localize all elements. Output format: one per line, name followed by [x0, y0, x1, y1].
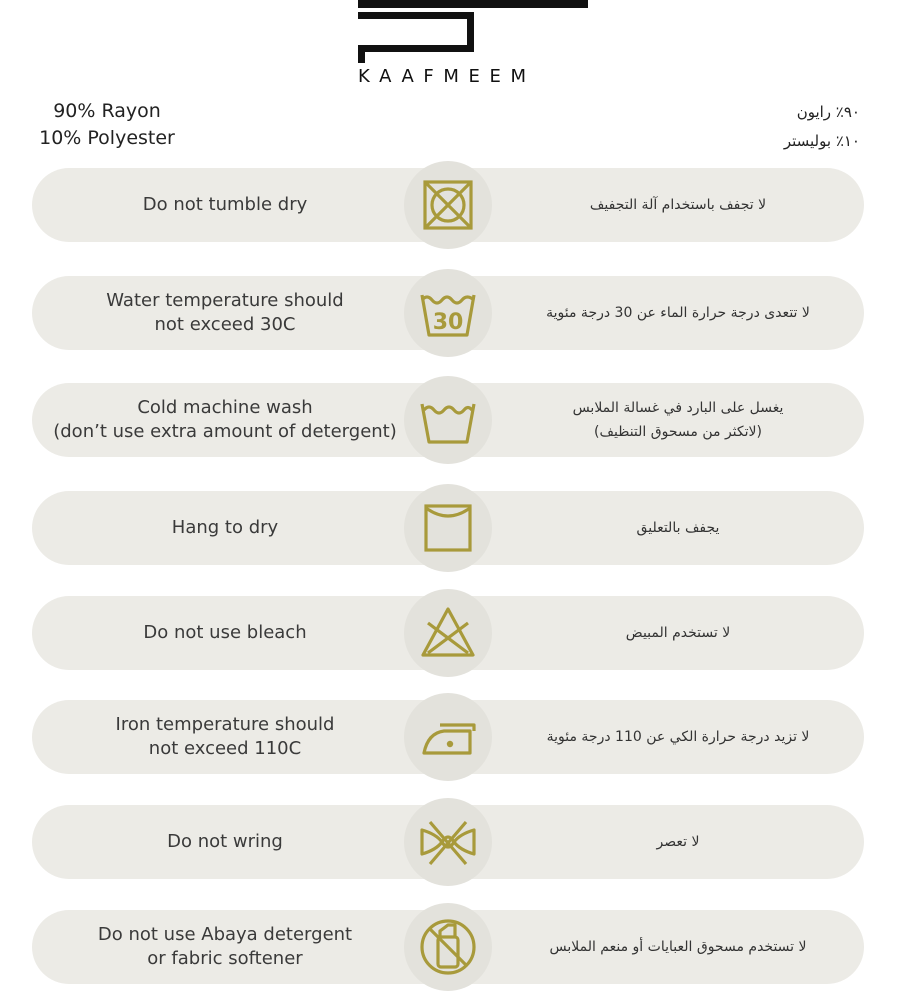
- care-english-line: Do not wring: [167, 831, 283, 852]
- care-symbol-circle: [404, 376, 492, 464]
- composition-line: ١٠٪ بوليستر: [783, 132, 860, 150]
- brand-mark-icon: [358, 0, 590, 64]
- care-row-no-bleach: [32, 596, 864, 670]
- care-symbol-circle: [404, 903, 492, 991]
- no-tumble-dry-icon: [418, 175, 478, 235]
- care-arabic-line: يغسل على البارد في غسالة الملابس: [572, 400, 784, 416]
- care-row-tumble-dry: [32, 168, 864, 242]
- care-english: [32, 168, 418, 242]
- care-arabic-line: يجفف بالتعليق: [636, 520, 720, 536]
- no-softener-icon: [418, 917, 478, 977]
- care-symbol-circle: [404, 269, 492, 357]
- care-english-line: (don’t use extra amount of detergent): [53, 421, 397, 442]
- care-english-line: Hang to dry: [171, 517, 279, 538]
- care-arabic-line: لا تعصر: [656, 834, 700, 850]
- composition-line: 90% Rayon: [53, 100, 161, 122]
- care-english-line: Iron temperature should: [115, 714, 335, 735]
- care-arabic: [492, 491, 864, 565]
- wash-temperature-label: 30: [432, 310, 464, 335]
- care-english-line: Water temperature should: [106, 290, 344, 311]
- care-arabic: [492, 168, 864, 242]
- care-english: [32, 276, 418, 350]
- care-english-line: Do not use bleach: [143, 622, 307, 643]
- cold-machine-wash-icon: [418, 390, 478, 450]
- no-wring-icon: [418, 812, 478, 872]
- care-arabic-line: لا تستخدم المبيض: [625, 625, 731, 641]
- care-english: [32, 491, 418, 565]
- care-english-line: Do not tumble dry: [142, 194, 308, 215]
- care-english: [32, 596, 418, 670]
- care-symbol-circle: [404, 589, 492, 677]
- care-arabic-line: لا تجفف باستخدام آلة التجفيف: [589, 197, 767, 213]
- care-arabic-line: لا تزيد درجة حرارة الكي عن 110 درجة مئوية: [546, 729, 810, 745]
- care-row-no-softener: [32, 910, 864, 984]
- care-arabic: [492, 700, 864, 774]
- care-row-iron: [32, 700, 864, 774]
- care-english: [32, 383, 418, 457]
- care-row-wash-30: [32, 276, 864, 350]
- composition-english: [22, 98, 192, 152]
- care-english-line: Do not use Abaya detergent: [97, 924, 353, 945]
- hang-dry-icon: [418, 498, 478, 558]
- care-symbol-circle: [404, 693, 492, 781]
- care-symbol-circle: [404, 161, 492, 249]
- composition-arabic: [784, 98, 860, 156]
- iron-low-temp-icon: [418, 707, 478, 767]
- care-arabic-line: لا تستخدم مسحوق العبايات أو منعم الملابس: [549, 939, 807, 955]
- care-arabic: [492, 805, 864, 879]
- care-english: [32, 805, 418, 879]
- care-row-no-wring: [32, 805, 864, 879]
- wash-30-icon: [418, 283, 478, 343]
- care-symbol-circle: [404, 484, 492, 572]
- care-row-cold-wash: [32, 383, 864, 457]
- care-arabic: [492, 596, 864, 670]
- care-symbol-circle: [404, 798, 492, 886]
- care-arabic: [492, 910, 864, 984]
- care-arabic-line: (لاتكثر من مسحوق التنظيف): [594, 424, 762, 440]
- care-english-line: not exceed 110C: [148, 738, 302, 759]
- composition-line: ٩٠٪ رايون: [796, 103, 860, 121]
- care-arabic: [492, 383, 864, 457]
- brand-name: KAAFMEEM: [358, 66, 536, 87]
- care-english: [32, 700, 418, 774]
- care-row-hang-dry: [32, 491, 864, 565]
- care-english-line: Cold machine wash: [137, 397, 313, 418]
- care-arabic: [492, 276, 864, 350]
- care-english-line: or fabric softener: [147, 948, 303, 969]
- care-english: [32, 910, 418, 984]
- no-bleach-icon: [418, 603, 478, 663]
- composition-line: 10% Polyester: [39, 127, 175, 149]
- care-arabic-line: لا تتعدى درجة حرارة الماء عن 30 درجة مئوية: [546, 305, 810, 321]
- care-english-line: not exceed 30C: [154, 314, 296, 335]
